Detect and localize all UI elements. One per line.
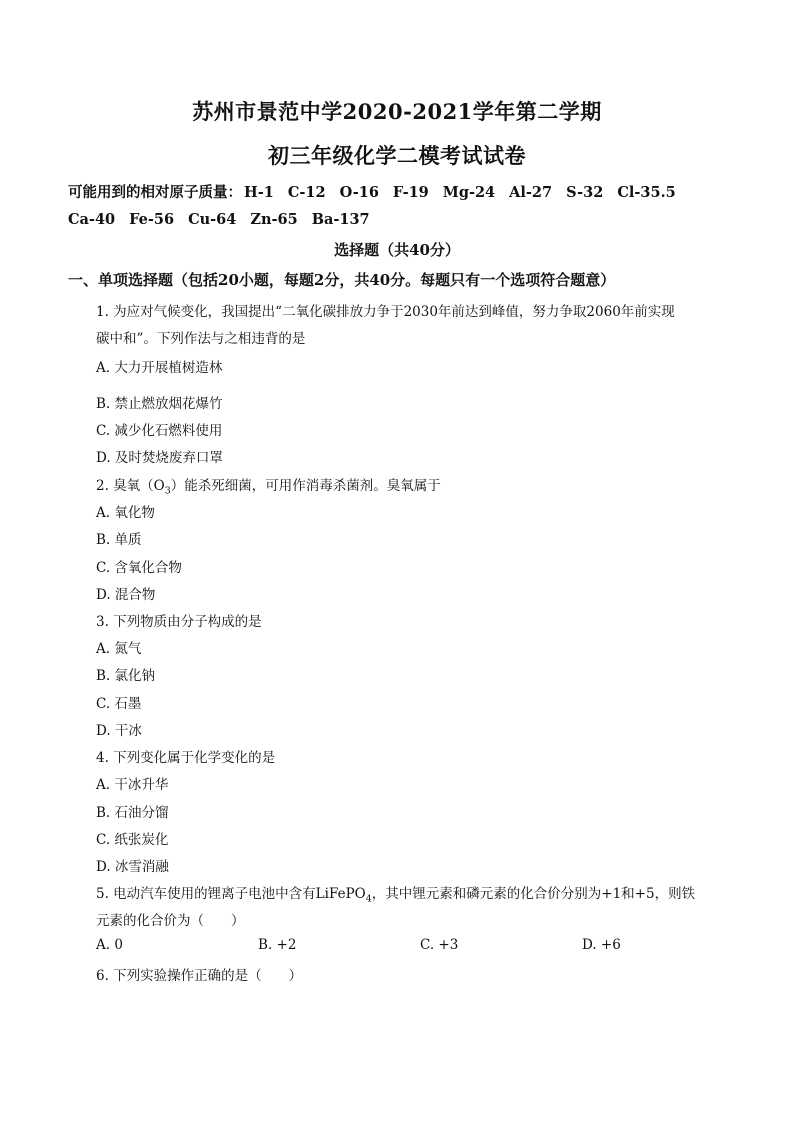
question-5-option-c: C. +3 [420, 937, 459, 953]
question-2-option-a: A. 氧化物 [96, 505, 155, 521]
question-5-option-d: D. +6 [582, 937, 621, 953]
question-4-option-b: B. 石油分馏 [96, 805, 169, 821]
atomic-mass: Zn-65 [250, 211, 298, 228]
atomic-mass: Al-27 [509, 184, 553, 201]
question-1-option-c: C. 减少化石燃料使用 [96, 423, 223, 439]
question-2-stem-after: ）能杀死细菌，可用作消毒杀菌剂。臭氧属于 [170, 478, 441, 494]
question-5-option-b: B. +2 [258, 937, 297, 953]
atomic-mass: Cu-64 [188, 211, 237, 228]
atomic-mass: F-19 [392, 184, 429, 201]
atomic-masses-label: 可能用到的相对原子质量： [68, 184, 242, 201]
exam-title-line1: 苏州市景范中学2020-2021学年第二学期 [192, 99, 602, 124]
atomic-mass: S-32 [566, 184, 604, 201]
part-title: 一、单项选择题（包括20小题，每题2分，共40分。每题只有一个选项符合题意） [68, 271, 616, 289]
question-5-stem-after: ，其中锂元素和磷元素的化合价分别为+1和+5，则铁 [371, 886, 696, 902]
question-4-option-c: C. 纸张炭化 [96, 832, 169, 848]
question-4-option-d: D. 冰雪消融 [96, 859, 169, 875]
question-1-option-d: D. 及时焚烧废弃口罩 [96, 450, 223, 466]
question-3-stem: 3. 下列物质由分子构成的是 [96, 614, 262, 630]
question-5-option-a: A. 0 [96, 937, 123, 953]
atomic-masses-row1 [68, 181, 690, 202]
question-2-stem [96, 474, 441, 497]
question-2-stem-subscript: 3 [164, 485, 171, 497]
question-2-option-c: C. 含氧化合物 [96, 560, 182, 576]
question-4-option-a: A. 干冰升华 [96, 777, 169, 793]
question-5-stem-line1 [96, 882, 695, 905]
exam-title-line2: 初三年级化学二模考试试卷 [268, 143, 526, 168]
atomic-mass: H-1 [244, 184, 274, 201]
question-1-option-a: A. 大力开展植树造林 [96, 360, 223, 376]
question-6-stem: 6. 下列实验操作正确的是（ ） [96, 968, 303, 984]
question-5-stem-before: 5. 电动汽车使用的锂离子电池中含有LiFePO [96, 886, 366, 902]
section-title: 选择题（共40分） [334, 241, 460, 259]
atomic-mass: O-16 [339, 184, 379, 201]
question-4-stem: 4. 下列变化属于化学变化的是 [96, 750, 276, 766]
question-1-stem-line1: 1. 为应对气候变化，我国提出“二氧化碳排放力争于2030年前达到峰值，努力争取2060年前实现 [96, 304, 675, 320]
atomic-mass: Ca-40 [68, 211, 116, 228]
atomic-mass: C-12 [287, 184, 326, 201]
question-1-stem-line2: 碳中和”。下列作法与之相违背的是 [96, 331, 306, 347]
question-3-option-c: C. 石墨 [96, 696, 142, 712]
question-3-option-a: A. 氮气 [96, 641, 142, 657]
question-1-option-b: B. 禁止燃放烟花爆竹 [96, 396, 223, 412]
atomic-mass: Mg-24 [442, 184, 496, 201]
question-2-stem-before: 2. 臭氧（O [96, 478, 165, 494]
atomic-mass: Ba-137 [311, 211, 370, 228]
question-5-stem-subscript: 4 [365, 893, 372, 905]
question-3-option-b: B. 氯化钠 [96, 668, 156, 684]
question-5-stem-line2: 元素的化合价为（ ） [96, 913, 245, 929]
question-3-option-d: D. 干冰 [96, 723, 142, 739]
atomic-mass: Fe-56 [129, 211, 175, 228]
atomic-masses-row2 [68, 211, 384, 228]
question-2-option-d: D. 混合物 [96, 587, 156, 603]
question-2-option-b: B. 单质 [96, 532, 142, 548]
atomic-mass: Cl-35.5 [617, 184, 676, 201]
